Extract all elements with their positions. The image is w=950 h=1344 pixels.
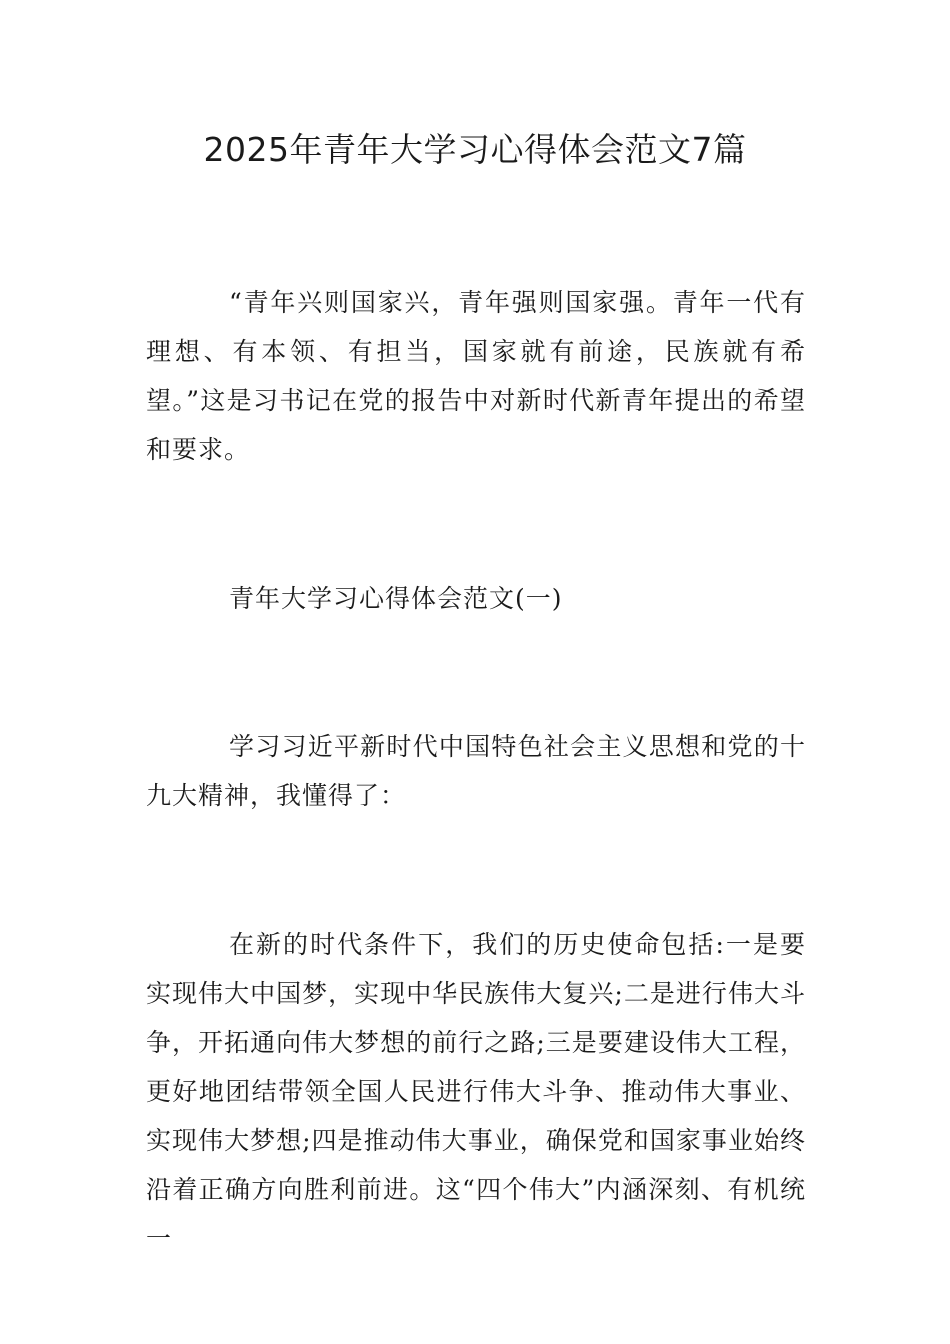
body-paragraph-2: 在新的时代条件下，我们的历史使命包括:一是要实现伟大中国梦，实现中华民族伟大复兴;二是进行伟大斗争，开拓通向伟大梦想的前行之路;三是要建设伟大工程，更好地团结带领全国人民进行伟大斗争、推动伟大事业、实现伟大梦想;四是推动伟大事业，确保党和国家事业始终沿着正确方向胜利前进。这“四个伟大”内涵深刻、有机统一 xyxy=(146,930,806,1253)
intro-paragraph: “青年兴则国家兴，青年强则国家强。青年一代有理想、有本领、有担当，国家就有前途，民族就有希望。”这是习书记在党的报告中对新时代新青年提出的希望和要求。 xyxy=(146,288,806,464)
body-paragraph-1: 学习习近平新时代中国特色社会主义思想和党的十九大精神，我懂得了： xyxy=(146,732,806,810)
document-title: 2025年青年大学习心得体会范文7篇 xyxy=(203,130,747,169)
section-heading: 青年大学习心得体会范文(一) xyxy=(229,584,563,613)
